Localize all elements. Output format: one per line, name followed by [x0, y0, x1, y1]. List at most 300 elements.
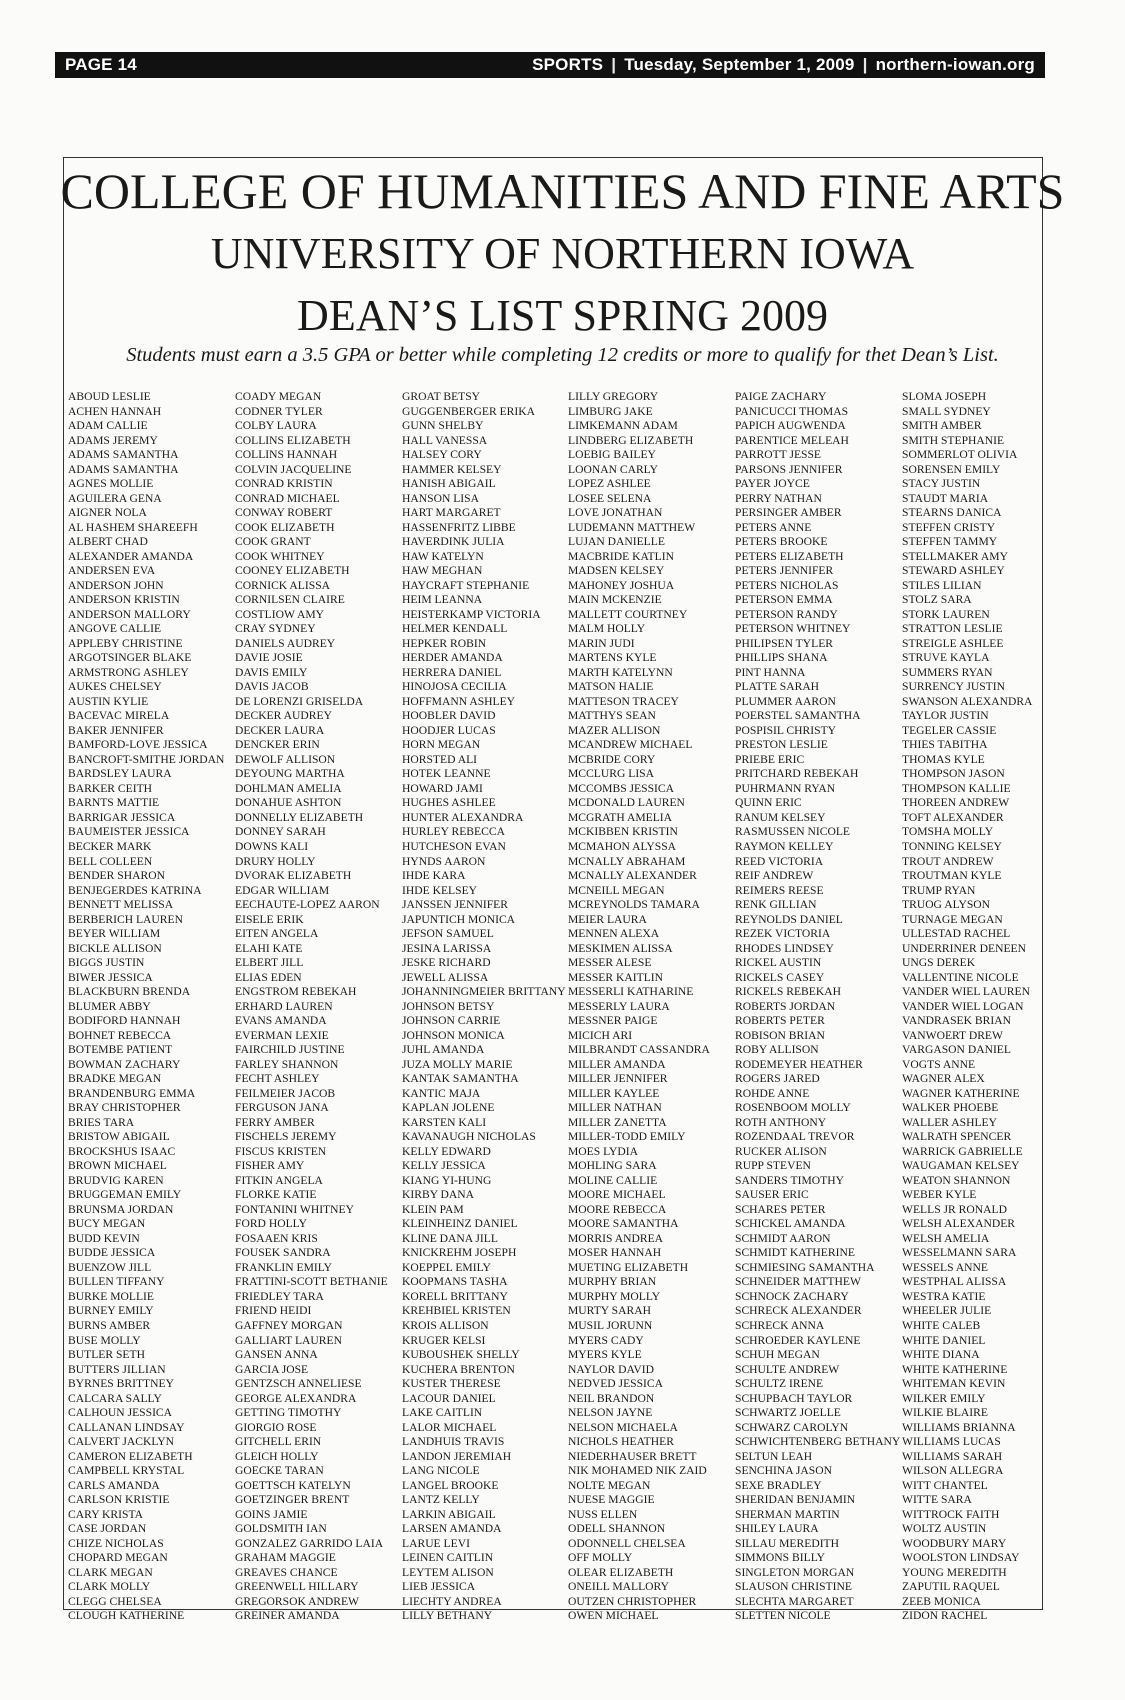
student-name: MOSER HANNAH	[568, 1246, 662, 1260]
student-name: EDGAR WILLIAM	[235, 883, 330, 897]
student-name: KOOPMANS TASHA	[402, 1275, 508, 1289]
student-name: FAIRCHILD JUSTINE	[235, 1043, 345, 1057]
student-name: PETERS JENNIFER	[735, 564, 834, 578]
student-name: SCHUPBACH TAYLOR	[735, 1391, 853, 1405]
student-name: FOUSEK SANDRA	[235, 1246, 331, 1260]
student-name: WOODBURY MARY	[902, 1536, 1007, 1550]
student-name: HOTEK LEANNE	[402, 767, 491, 781]
student-name: BUTTERS JILLIAN	[68, 1362, 166, 1376]
student-name: LAKE CAITLIN	[402, 1406, 483, 1420]
student-name: KUBOUSHEK SHELLY	[402, 1348, 520, 1362]
student-name: WITTROCK FAITH	[902, 1507, 1000, 1521]
student-name: TRUMP RYAN	[902, 883, 976, 897]
student-name: GUNN SHELBY	[402, 419, 484, 433]
student-name: SILLAU MEREDITH	[735, 1536, 840, 1550]
student-name: MEIER LAURA	[568, 912, 647, 926]
student-name: DEYOUNG MARTHA	[235, 767, 345, 781]
student-name: ADAMS SAMANTHA	[68, 462, 179, 476]
student-name: SCHARES PETER	[735, 1202, 826, 1216]
student-name: STEFFEN CRISTY	[902, 520, 996, 534]
student-name: DECKER LAURA	[235, 723, 325, 737]
student-name: PERSINGER AMBER	[735, 506, 842, 520]
student-name: RICKELS CASEY	[735, 970, 825, 984]
student-name: KRUGER KELSI	[402, 1333, 486, 1347]
student-name: BLACKBURN BRENDA	[68, 985, 191, 999]
student-name: RANUM KELSEY	[735, 810, 826, 824]
student-name: WESSELMANN SARA	[902, 1246, 1017, 1260]
student-name: DVORAK ELIZABETH	[235, 869, 352, 883]
student-name: EISELE ERIK	[235, 912, 304, 926]
student-name: OUTZEN CHRISTOPHER	[568, 1594, 697, 1608]
student-name: PAIGE ZACHARY	[735, 390, 827, 403]
student-name: SORENSEN EMILY	[902, 462, 1001, 476]
student-name: GEORGE ALEXANDRA	[235, 1391, 357, 1405]
student-name: FONTANINI WHITNEY	[235, 1202, 354, 1216]
student-name: STORK LAUREN	[902, 607, 990, 621]
student-name: KUCHERA BRENTON	[402, 1362, 515, 1376]
student-name: RASMUSSEN NICOLE	[735, 825, 850, 839]
student-name: BROWN MICHAEL	[68, 1159, 167, 1173]
student-name: CLARK MEGAN	[68, 1565, 153, 1579]
student-name: SOMMERLOT OLIVIA	[902, 448, 1018, 462]
student-name: PETERS ELIZABETH	[735, 549, 844, 563]
student-name: KROIS ALLISON	[402, 1319, 489, 1332]
student-name: OLEAR ELIZABETH	[568, 1565, 674, 1579]
student-name: THOREEN ANDREW	[902, 796, 1010, 810]
student-name: SMITH STEPHANIE	[902, 433, 1005, 447]
student-name: STILES LILIAN	[902, 578, 982, 592]
student-name: SLOMA JOSEPH	[902, 390, 987, 403]
student-name: GIORGIO ROSE	[235, 1420, 317, 1434]
student-name: KLEINHEINZ DANIEL	[402, 1217, 518, 1231]
student-name: BIWER JESSICA	[68, 970, 153, 984]
student-name: VARGASON DANIEL	[902, 1043, 1011, 1057]
student-name: CALCARA SALLY	[68, 1391, 162, 1405]
student-name: FARLEY SHANNON	[235, 1057, 339, 1071]
student-name: PETERS NICHOLAS	[735, 578, 839, 592]
student-name: ONEILL MALLORY	[568, 1580, 670, 1594]
student-name: HUTCHESON EVAN	[402, 839, 506, 853]
student-name: WILLIAMS SARAH	[902, 1449, 1003, 1463]
student-name: COADY MEGAN	[235, 390, 322, 403]
student-name: JEWELL ALISSA	[402, 970, 489, 984]
student-name: MOES LYDIA	[568, 1144, 639, 1158]
student-name: MAZER ALLISON	[568, 723, 661, 737]
student-name: ELBERT JILL	[235, 956, 304, 970]
student-name: MATTESON TRACEY	[568, 694, 679, 708]
student-name: MATSON HALIE	[568, 680, 654, 694]
student-name: GUGGENBERGER ERIKA	[402, 404, 535, 418]
student-name: STREIGLE ASHLEE	[902, 636, 1004, 650]
student-name: PARSONS JENNIFER	[735, 462, 843, 476]
student-name: WEBER KYLE	[902, 1188, 977, 1202]
student-name: PRIEBE ERIC	[735, 752, 805, 766]
student-name: DAVIE JOSIE	[235, 651, 303, 665]
student-name: SCHRECK ALEXANDER	[735, 1304, 862, 1318]
student-name: BUDDE JESSICA	[68, 1246, 156, 1260]
student-name: LOEBIG BAILEY	[568, 448, 656, 462]
student-name: MCCOMBS JESSICA	[568, 781, 674, 795]
student-name: HERRERA DANIEL	[402, 665, 502, 679]
student-name: WAGNER ALEX	[902, 1072, 985, 1086]
student-name: DAVIS JACOB	[235, 680, 309, 694]
student-name: THOMPSON KALLIE	[902, 781, 1011, 795]
name-column-3	[402, 390, 566, 1624]
student-name: APPLEBY CHRISTINE	[68, 636, 183, 650]
student-name: SCHROEDER KAYLENE	[735, 1333, 861, 1347]
student-name: SCHWARZ CAROLYN	[735, 1420, 849, 1434]
student-name: IHDE KELSEY	[402, 883, 478, 897]
student-name: ARGOTSINGER BLAKE	[68, 651, 192, 665]
student-name: MAHONEY JOSHUA	[568, 578, 675, 592]
name-column-4	[568, 390, 710, 1624]
name-column-1	[68, 390, 224, 1624]
student-name: GETTING TIMOTHY	[235, 1406, 342, 1420]
student-name: NOLTE MEGAN	[568, 1478, 651, 1492]
student-name: CORNILSEN CLAIRE	[235, 593, 345, 607]
student-name: LOONAN CARLY	[568, 462, 658, 476]
student-name: BUSE MOLLY	[68, 1333, 141, 1347]
student-name: ROTH ANTHONY	[735, 1115, 827, 1129]
student-name: ALBERT CHAD	[68, 535, 148, 549]
student-name: FITKIN ANGELA	[235, 1173, 323, 1187]
student-name: GLEICH HOLLY	[235, 1449, 319, 1463]
student-name: LOPEZ ASHLEE	[568, 477, 651, 491]
student-name: RODEMEYER HEATHER	[735, 1057, 863, 1071]
student-name: CAMERON ELIZABETH	[68, 1449, 193, 1463]
student-name: WHITEMAN KEVIN	[902, 1377, 1006, 1391]
student-name: LANDHUIS TRAVIS	[402, 1435, 505, 1449]
student-name: MAIN MCKENZIE	[568, 593, 662, 607]
student-name: VALLENTINE NICOLE	[902, 970, 1019, 984]
student-name: SCHULTZ IRENE	[735, 1377, 824, 1391]
student-name: ROZENDAAL TREVOR	[735, 1130, 855, 1144]
student-name: PRESTON LESLIE	[735, 738, 828, 752]
student-name: LINDBERG ELIZABETH	[568, 433, 694, 447]
student-name: GANSEN ANNA	[235, 1348, 318, 1362]
student-name: BENJEGERDES KATRINA	[68, 883, 202, 897]
student-name: BEYER WILLIAM	[68, 927, 161, 941]
student-name: MATTHYS SEAN	[568, 709, 656, 723]
student-name: KANTIC MAJA	[402, 1086, 481, 1100]
student-name: HALL VANESSA	[402, 433, 488, 447]
name-column-6	[902, 390, 1032, 1624]
student-name: DANIELS AUDREY	[235, 636, 336, 650]
student-name: CHOPARD MEGAN	[68, 1551, 168, 1565]
student-name: MILLER KAYLEE	[568, 1086, 660, 1100]
student-name: LIECHTY ANDREA	[402, 1594, 502, 1608]
student-name: HORSTED ALI	[402, 752, 478, 766]
student-name: PERRY NATHAN	[735, 491, 822, 505]
student-name: TRUOG ALYSON	[902, 898, 991, 912]
student-name: OWEN MICHAEL	[568, 1609, 659, 1623]
student-name: STRATTON LESLIE	[902, 622, 1003, 636]
student-name: VOGTS ANNE	[902, 1057, 976, 1071]
student-name: BENDER SHARON	[68, 869, 165, 883]
student-name: CONWAY ROBERT	[235, 506, 333, 520]
student-name: SUMMERS RYAN	[902, 665, 993, 679]
student-name: CODNER TYLER	[235, 404, 323, 418]
student-name: JUZA MOLLY MARIE	[402, 1057, 513, 1071]
student-name: LOVE JONATHAN	[568, 506, 663, 520]
student-name: MCNALLY ALEXANDER	[568, 869, 697, 883]
student-name: THIES TABITHA	[902, 738, 988, 752]
student-name: MARIN JUDI	[568, 636, 635, 650]
student-name: FERRY AMBER	[235, 1115, 315, 1129]
student-name: SURRENCY JUSTIN	[902, 680, 1005, 694]
student-name: ELAHI KATE	[235, 941, 303, 955]
student-name: LILLY GREGORY	[568, 390, 659, 403]
student-name: MALM HOLLY	[568, 622, 646, 636]
student-name: ACHEN HANNAH	[68, 404, 162, 418]
student-name: KANTAK SAMANTHA	[402, 1072, 519, 1086]
student-name: GREENWELL HILLARY	[235, 1580, 359, 1594]
student-name: MCANDREW MICHAEL	[568, 738, 693, 752]
student-name: MOORE MICHAEL	[568, 1188, 666, 1202]
student-name: ANGOVE CALLIE	[68, 622, 162, 636]
student-name: OFF MOLLY	[568, 1551, 633, 1565]
student-name: EVANS AMANDA	[235, 1014, 327, 1028]
student-name: MCNALLY ABRAHAM	[568, 854, 686, 868]
student-name: MILLER ZANETTA	[568, 1115, 667, 1129]
student-name: BUDD KEVIN	[68, 1231, 140, 1245]
student-name: HANSON LISA	[402, 491, 479, 505]
student-name: PARENTICE MELEAH	[735, 433, 849, 447]
student-name: JESKE RICHARD	[402, 956, 491, 970]
student-name: KIRBY DANA	[402, 1188, 475, 1202]
student-name: SHERIDAN BENJAMIN	[735, 1493, 856, 1507]
student-name: KUSTER THERESE	[402, 1377, 501, 1391]
student-name: GOLDSMITH IAN	[235, 1522, 327, 1536]
student-name: PHILIPSEN TYLER	[735, 636, 834, 650]
student-name: LANTZ KELLY	[402, 1493, 480, 1507]
student-name: NICHOLS HEATHER	[568, 1435, 674, 1449]
student-name: LIMBURG JAKE	[568, 404, 653, 418]
student-name: RENK GILLIAN	[735, 898, 817, 912]
student-name: SCHMIDT KATHERINE	[735, 1246, 855, 1260]
student-name: STOLZ SARA	[902, 593, 972, 607]
student-name: MUSIL JORUNN	[568, 1319, 653, 1332]
student-name: NAYLOR DAVID	[568, 1362, 654, 1376]
student-name: MENNEN ALEXA	[568, 927, 660, 941]
student-name: FRATTINI-SCOTT BETHANIE	[235, 1275, 388, 1289]
student-name: WITTE SARA	[902, 1493, 972, 1507]
student-name: YOUNG MEREDITH	[902, 1565, 1007, 1579]
student-name: BODIFORD HANNAH	[68, 1014, 181, 1028]
student-name: SELTUN LEAH	[735, 1449, 813, 1463]
student-name: HEISTERKAMP VICTORIA	[402, 607, 541, 621]
student-name: BRADKE MEGAN	[68, 1072, 162, 1086]
student-name: JANSSEN JENNIFER	[402, 898, 508, 912]
student-name: WALRATH SPENCER	[902, 1130, 1012, 1144]
student-name: FLORKE KATIE	[235, 1188, 317, 1202]
student-name: KOEPPEL EMILY	[402, 1260, 491, 1274]
student-name: LOSEE SELENA	[568, 491, 652, 505]
student-name: ROBISON BRIAN	[735, 1028, 825, 1042]
student-name: ANDERSON KRISTIN	[68, 593, 180, 607]
student-name: MESSER ALESE	[568, 956, 652, 970]
student-name: MCBRIDE CORY	[568, 752, 656, 766]
student-name: GOINS JAMIE	[235, 1507, 308, 1521]
student-name: PETERSON WHITNEY	[735, 622, 851, 636]
student-name: RUCKER ALISON	[735, 1144, 827, 1158]
name-column-5	[735, 390, 900, 1624]
website-url: northern-iowan.org	[875, 55, 1035, 74]
student-name: BIGGS JUSTIN	[68, 956, 145, 970]
student-name: LEINEN CAITLIN	[402, 1551, 494, 1565]
student-name: THOMPSON JASON	[902, 767, 1005, 781]
student-name: CRAY SYDNEY	[235, 622, 316, 636]
student-name: MESKIMEN ALISSA	[568, 941, 673, 955]
student-name: LUDEMANN MATTHEW	[568, 520, 696, 534]
student-name: DRURY HOLLY	[235, 854, 316, 868]
student-name: ROGERS JARED	[735, 1072, 820, 1086]
student-name: LEYTEM ALISON	[402, 1565, 494, 1579]
student-name: WELLS JR RONALD	[902, 1202, 1007, 1216]
student-name: HART MARGARET	[402, 506, 501, 520]
student-name: WILLIAMS LUCAS	[902, 1435, 1001, 1449]
student-name: BAMFORD-LOVE JESSICA	[68, 738, 208, 752]
student-name: MCREYNOLDS TAMARA	[568, 898, 700, 912]
student-name: ELIAS EDEN	[235, 970, 302, 984]
student-name: REYNOLDS DANIEL	[735, 912, 843, 926]
student-name: TOFT ALEXANDER	[902, 810, 1004, 824]
student-name: JUHL AMANDA	[402, 1043, 485, 1057]
student-name: BURKE MOLLIE	[68, 1289, 154, 1303]
student-name: BELL COLLEEN	[68, 854, 153, 868]
student-name: HAW KATELYN	[402, 549, 484, 563]
student-name: WILKIE BLAIRE	[902, 1406, 988, 1420]
student-name: REIF ANDREW	[735, 869, 814, 883]
student-name: DECKER AUDREY	[235, 709, 332, 723]
student-name: EECHAUTE-LOPEZ AARON	[235, 898, 380, 912]
student-name: FORD HOLLY	[235, 1217, 307, 1231]
student-name: HOWARD JAMI	[402, 781, 483, 795]
student-name: MILLER AMANDA	[568, 1057, 666, 1071]
student-name: CALVERT JACKLYN	[68, 1435, 175, 1449]
student-name: SMITH AMBER	[902, 419, 982, 433]
student-name: MYERS KYLE	[568, 1348, 642, 1362]
student-name: REZEK VICTORIA	[735, 927, 831, 941]
student-name: WOOLSTON LINDSAY	[902, 1551, 1020, 1565]
student-name: HAVERDINK JULIA	[402, 535, 505, 549]
student-name: MCNEILL MEGAN	[568, 883, 665, 897]
student-name: FRANKLIN EMILY	[235, 1260, 333, 1274]
student-name: CONRAD MICHAEL	[235, 491, 340, 505]
student-name: REED VICTORIA	[735, 854, 824, 868]
student-name: RAYMON KELLEY	[735, 839, 834, 853]
student-name: PINT HANNA	[735, 665, 806, 679]
student-name: HURLEY REBECCA	[402, 825, 505, 839]
student-name: FERGUSON JANA	[235, 1101, 329, 1115]
student-name: ARMSTRONG ASHLEY	[68, 665, 189, 679]
student-name: EVERMAN LEXIE	[235, 1028, 329, 1042]
student-name: FRIEND HEIDI	[235, 1304, 312, 1318]
student-name: GARCIA JOSE	[235, 1362, 309, 1376]
student-name: AL HASHEM SHAREEFH	[68, 520, 198, 534]
student-name: SCHNEIDER MATTHEW	[735, 1275, 861, 1289]
student-name: ANDERSON JOHN	[68, 578, 164, 592]
student-name: BRIES TARA	[68, 1115, 135, 1129]
student-name: TAYLOR JUSTIN	[902, 709, 989, 723]
student-name: STEARNS DANICA	[902, 506, 1002, 520]
student-name: MESSERLI KATHARINE	[568, 985, 694, 999]
student-name: HANISH ABIGAIL	[402, 477, 496, 491]
student-name: WILSON ALLEGRA	[902, 1464, 1004, 1478]
student-name: MESSERLY LAURA	[568, 999, 670, 1013]
student-name: BROCKSHUS ISAAC	[68, 1144, 176, 1158]
student-name: LANG NICOLE	[402, 1464, 480, 1478]
student-name: LANDON JEREMIAH	[402, 1449, 512, 1463]
university-title: UNIVERSITY OF NORTHERN IOWA	[210, 229, 915, 278]
student-name: CLEGG CHELSEA	[68, 1594, 162, 1608]
student-name: BRISTOW ABIGAIL	[68, 1130, 170, 1144]
student-name: LALOR MICHAEL	[402, 1420, 497, 1434]
student-name: STAUDT MARIA	[902, 491, 989, 505]
student-name: MARTH KATELYNN	[568, 665, 673, 679]
student-name: SLETTEN NICOLE	[735, 1609, 831, 1623]
student-name: CARY KRISTA	[68, 1507, 143, 1521]
student-name: UNDERRINER DENEEN	[902, 941, 1026, 955]
student-name: SIMMONS BILLY	[735, 1551, 825, 1565]
student-name: PETERSON RANDY	[735, 607, 838, 621]
student-name: JESINA LARISSA	[402, 941, 492, 955]
student-name: VANDRASEK BRIAN	[902, 1014, 1011, 1028]
student-name: JOHNSON BETSY	[402, 999, 495, 1013]
student-name: LUJAN DANIELLE	[568, 535, 665, 549]
student-name: KORELL BRITTANY	[402, 1289, 508, 1303]
student-name: HEPKER ROBIN	[402, 636, 487, 650]
section-name: SPORTS	[532, 55, 604, 74]
page-number: PAGE 14	[65, 55, 137, 74]
student-name: SCHMIDT AARON	[735, 1231, 831, 1245]
student-name: GAFFNEY MORGAN	[235, 1319, 343, 1332]
student-name: LIMKEMANN ADAM	[568, 419, 678, 433]
student-name: BARNTS MATTIE	[68, 796, 160, 810]
student-name: BLUMER ABBY	[68, 999, 151, 1013]
student-name: LILLY BETHANY	[402, 1609, 493, 1623]
student-name: BOWMAN ZACHARY	[68, 1057, 181, 1071]
student-name: TOMSHA MOLLY	[902, 825, 994, 839]
student-name: FISCUS KRISTEN	[235, 1144, 327, 1158]
student-name: CARLSON KRISTIE	[68, 1493, 170, 1507]
student-name: TROUT ANDREW	[902, 854, 994, 868]
student-name: PAYER JOYCE	[735, 477, 810, 491]
student-name: BECKER MARK	[68, 839, 152, 853]
student-name: PETERS BROOKE	[735, 535, 828, 549]
student-name: CALHOUN JESSICA	[68, 1406, 173, 1420]
student-name: TEGELER CASSIE	[902, 723, 997, 737]
student-name: WHITE CALEB	[902, 1319, 981, 1332]
student-name: PARROTT JESSE	[735, 448, 822, 462]
student-name: SLECHTA MARGARET	[735, 1594, 854, 1608]
student-name: MESSER KAITLIN	[568, 970, 664, 984]
student-name: MARTENS KYLE	[568, 651, 657, 665]
student-name: PLATTE SARAH	[735, 680, 820, 694]
student-name: EITEN ANGELA	[235, 927, 319, 941]
student-name: MCKIBBEN KRISTIN	[568, 825, 678, 839]
student-name: ZIDON RACHEL	[902, 1609, 988, 1623]
student-name: TURNAGE MEGAN	[902, 912, 1003, 926]
student-name: MALLETT COURTNEY	[568, 607, 688, 621]
student-name: SCHULTE ANDREW	[735, 1362, 840, 1376]
student-name: SCHICKEL AMANDA	[735, 1217, 846, 1231]
student-name: ALEXANDER AMANDA	[68, 549, 194, 563]
student-name: BRUDVIG KAREN	[68, 1173, 164, 1187]
student-name: BRUNSMA JORDAN	[68, 1202, 174, 1216]
student-name: NELSON MICHAELA	[568, 1420, 678, 1434]
student-name: MURPHY BRIAN	[568, 1275, 657, 1289]
